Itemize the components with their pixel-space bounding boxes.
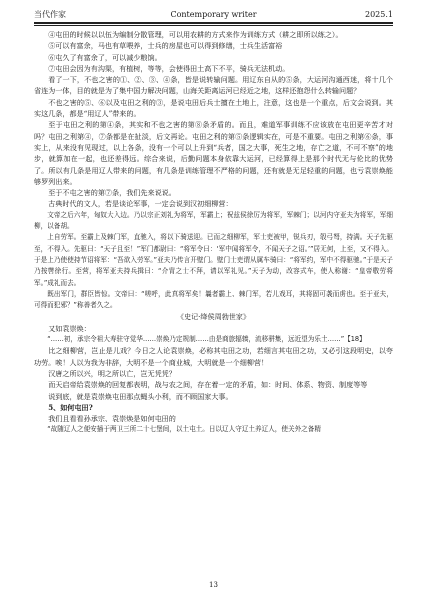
header-rule-thick xyxy=(34,22,393,24)
paragraph: 比之细柳营，岂止是儿戏？今日之人论袁崇焕，必称其屯田之功，若细言其屯田之功，又必引这段明史，以夸功劳。唉！人以为我为非辞，大明不是一个商业城，大明就是一个细柳营！ xyxy=(34,346,393,367)
journal-name-en: Contemporary writer xyxy=(170,10,257,19)
paragraph: 至于不屯之害的第⑦条，我们先来说说。 xyxy=(48,188,176,198)
paragraph: ⑥屯久了有富余了，可以减少粮饷。 xyxy=(48,52,162,62)
paragraph: ④屯田的时候以以伍为编制分散管理，可以用农耕的方式来作为训练方式（耕之即所以练之）。 xyxy=(48,30,343,39)
header-rule-thin xyxy=(34,25,393,26)
quote-block: 上自劳军。至霸上及棘门军，直驰入，将以下骑送迎。已而之细柳军，军士吏被甲，锐兵刃，彀弓弩，持满。天子先驱至，不得入。先驱曰：“天子且至！”军门都尉曰：“将军令曰：‘军中闻将军令，不闻天子之诏。’”居无何，上至，又不得入。于是上乃使使持节诏将军：“吾欲入劳军。”亚夫乃传言开壁门。壁门士吏谓从属车骑曰：“将军约，军中不得驱驰。”于是天子乃按辔徐行。至营，将军亚夫持兵揖曰：“介胄之士不拜，请以军礼见。”天子为动，改容式车，使人称谢：“皇帝敬劳将军。”成礼而去。 xyxy=(34,233,393,287)
page-header xyxy=(34,9,393,21)
paragraph: 而天启帝给袁崇焕的回复都表明，战与农之间，存在着一定的矛盾，如：时间、体系、物资、制度等等 xyxy=(48,380,368,390)
paragraph: 看了一下，不也之害的①、②、③、④条，皆是说转输问题。用辽东自从的⑤条，大运河沟通西迷，将十几个省连为一体，目的就是为了集中国力解决问题，山海关距离运河已经近之地，这样还抱怨什么转输问题？ xyxy=(34,75,393,96)
paragraph: 不也之害的⑤、⑥以及屯田之利的③，是说屯田后兵士擅在土地上，注意，这也是一个重点，后文会说到。其实这几条，都是“用辽人”带来的。 xyxy=(34,97,393,119)
paragraph: ⑤可以有富余，马也有草喂养，士兵的房屋也可以得到修缮，士兵生活富裕 xyxy=(48,41,283,51)
paragraph: 古典时代的文人，若是谈论军事，一定会说到汉初细柳营： xyxy=(48,199,233,209)
paragraph: 汉唐之所以兴，明之所以亡，岂无凭凭？ xyxy=(48,368,176,378)
issue-number: 2025.1 xyxy=(365,10,393,19)
page-number: 13 xyxy=(209,581,218,589)
quote-block: 文帝之后六年，匈奴大入边。乃以宗正刘礼为将军，军霸上；祝兹侯徐厉为将军，军棘门；以河内守亚夫为将军，军细柳，以备胡。 xyxy=(34,210,393,231)
quote-block: “故随辽人之便安插于两卫三所二十七堡间，以土屯土。日以辽人守辽土养辽人，使关外之备精 xyxy=(47,425,321,434)
quote-source: 《史记·绛侯周勃世家》 xyxy=(176,312,251,322)
paragraph: 又如袁崇焕： xyxy=(48,323,91,333)
paragraph: 至于屯田之利的第④条，其实和不也之害的第⑧条矛盾的。而且，难道军事训练不应该放在屯田更辛苦才对吗？屯田之利第④，⑦条都是在扯淡，后文再论。屯田之利的第⑤条逻辑实在，可是不重要。屯田之利第⑥条，事实上，从来没有见现过，以上各条，没有一个可以上升到“兵者，国之大事，死生之地，存亡之道，不可不察”的地步，就算加在一起，也还差得远。综合来说，后勤问题本身依靠大运河，已经算得上是那个时代无与伦比的优势了。所以有几条是用辽人带来的问题，有几条是训练管理不严格的问题，还有就是无足轻重的问题，也亏袁崇焕能够罗列出来。 xyxy=(34,120,393,186)
section-heading: 5、如何屯田? xyxy=(48,402,93,412)
quote-block: 既出军门，群臣皆惊。文帝曰：“嗟呼，此真将军矣！曩者霸上、棘门军，若儿戏耳，其将固可袭而虏也。至于亚夫，可得而犯邪？”称善者久之。 xyxy=(34,289,393,310)
quote-block: “……初，承宗令祖大寿驻守觉华……崇焕乃定规制……由是商旅辐辏，流移骈集，远近望为乐土……”【18】 xyxy=(47,335,366,344)
paragraph: 我们且看看孙承宗、袁崇焕是如何屯田的 xyxy=(48,414,176,424)
paragraph: ⑦屯田会因为有沟渠，有植树，等等，会使得田土高下不平，骑兵无法机动。 xyxy=(48,63,290,73)
article-body xyxy=(34,29,393,576)
journal-name-cn: 当代作家 xyxy=(34,10,66,19)
paragraph: 说到底，就是袁崇焕屯田那点蝇头小利，而不顾国家大事。 xyxy=(48,391,233,401)
